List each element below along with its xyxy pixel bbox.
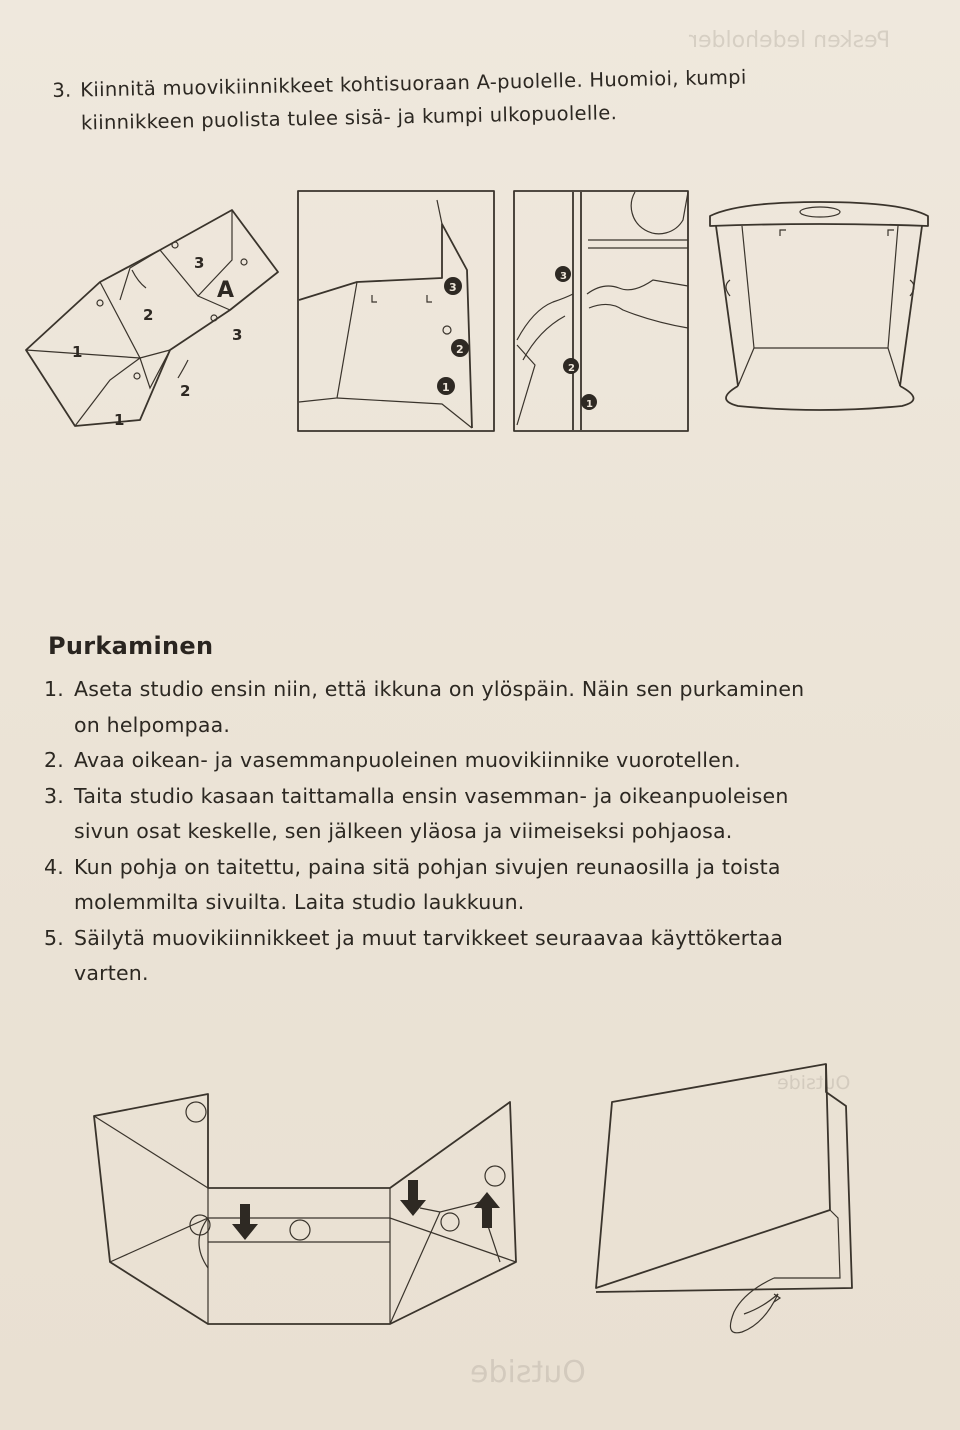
section-title: Purkaminen	[48, 632, 214, 660]
step-text: molemmilta sivuilta. Laita studio laukkuun.	[74, 890, 525, 914]
step-text: Säilytä muovikiinnikkeet ja muut tarvikkeet seuraavaa käyttökertaa	[74, 925, 784, 950]
step-item	[44, 672, 924, 743]
step-number: 3.	[44, 783, 64, 808]
step-text: Aseta studio ensin niin, että ikkuna on ylöspäin. Näin sen purkaminen	[74, 677, 805, 701]
step-item	[44, 779, 924, 850]
down-arrow-icon	[232, 1204, 258, 1240]
fold-label: A	[217, 278, 235, 303]
unfolded-studio-diagram	[20, 200, 290, 440]
folding-flaps-diagram	[90, 1092, 530, 1352]
disassembly-steps	[44, 672, 924, 992]
step-item	[44, 850, 924, 921]
marker-label: 1	[586, 399, 593, 410]
step-text: Kun pohja on taitettu, paina sitä pohjan sivujen reunaosilla ja toista	[74, 854, 781, 879]
show-through-text: Pesken ledeholder	[688, 28, 890, 53]
step-number: 3.	[52, 78, 72, 102]
step-item	[44, 921, 924, 992]
clip-panel-diagram	[297, 190, 497, 434]
step-text: varten.	[74, 961, 149, 985]
assembled-studio-diagram	[708, 196, 932, 428]
marker-label: 2	[456, 343, 464, 356]
fold-label: 2	[143, 306, 154, 324]
assembly-illustrations	[20, 180, 940, 440]
step-text: Taita studio kasaan taittamalla ensin vasemman- ja oikeanpuoleisen	[74, 783, 789, 808]
hands-attaching-clip-diagram	[513, 190, 691, 434]
marker-label: 2	[568, 363, 575, 374]
marker-label: 3	[449, 281, 457, 294]
show-through-text: Outside	[470, 1355, 586, 1390]
marker-label: 3	[560, 271, 567, 282]
step-number: 4.	[44, 854, 64, 879]
fold-label: 3	[232, 326, 243, 344]
fold-label: 3	[194, 254, 205, 272]
folded-package-diagram	[594, 1062, 864, 1352]
fold-label: 2	[180, 382, 191, 400]
step-number: 2.	[44, 748, 64, 772]
step-number: 5.	[44, 925, 64, 950]
marker-label: 1	[442, 381, 450, 394]
down-arrow-icon	[400, 1180, 426, 1216]
step-item	[44, 743, 924, 779]
step-number: 1.	[44, 677, 64, 701]
step-text-line-1: Kiinnitä muovikiinnikkeet kohtisuoraan A-puolelle. Huomioi, kumpi	[80, 65, 747, 102]
fold-label: 1	[114, 411, 125, 429]
assembly-step-3	[52, 58, 883, 140]
step-text-line-2: kiinnikkeen puolista tulee sisä- ja kumpi ulkopuolelle.	[80, 101, 618, 135]
disassembly-illustrations	[0, 1040, 960, 1400]
show-through-text: Outside	[776, 1072, 850, 1094]
fold-label: 1	[72, 343, 83, 361]
step-text: Avaa oikean- ja vasemmanpuoleinen muovikiinnike vuorotellen.	[74, 748, 741, 772]
up-arrow-icon	[474, 1192, 500, 1228]
step-text: sivun osat keskelle, sen jälkeen yläosa ja viimeiseksi pohjaosa.	[74, 819, 733, 843]
step-text: on helpompaa.	[74, 712, 231, 737]
